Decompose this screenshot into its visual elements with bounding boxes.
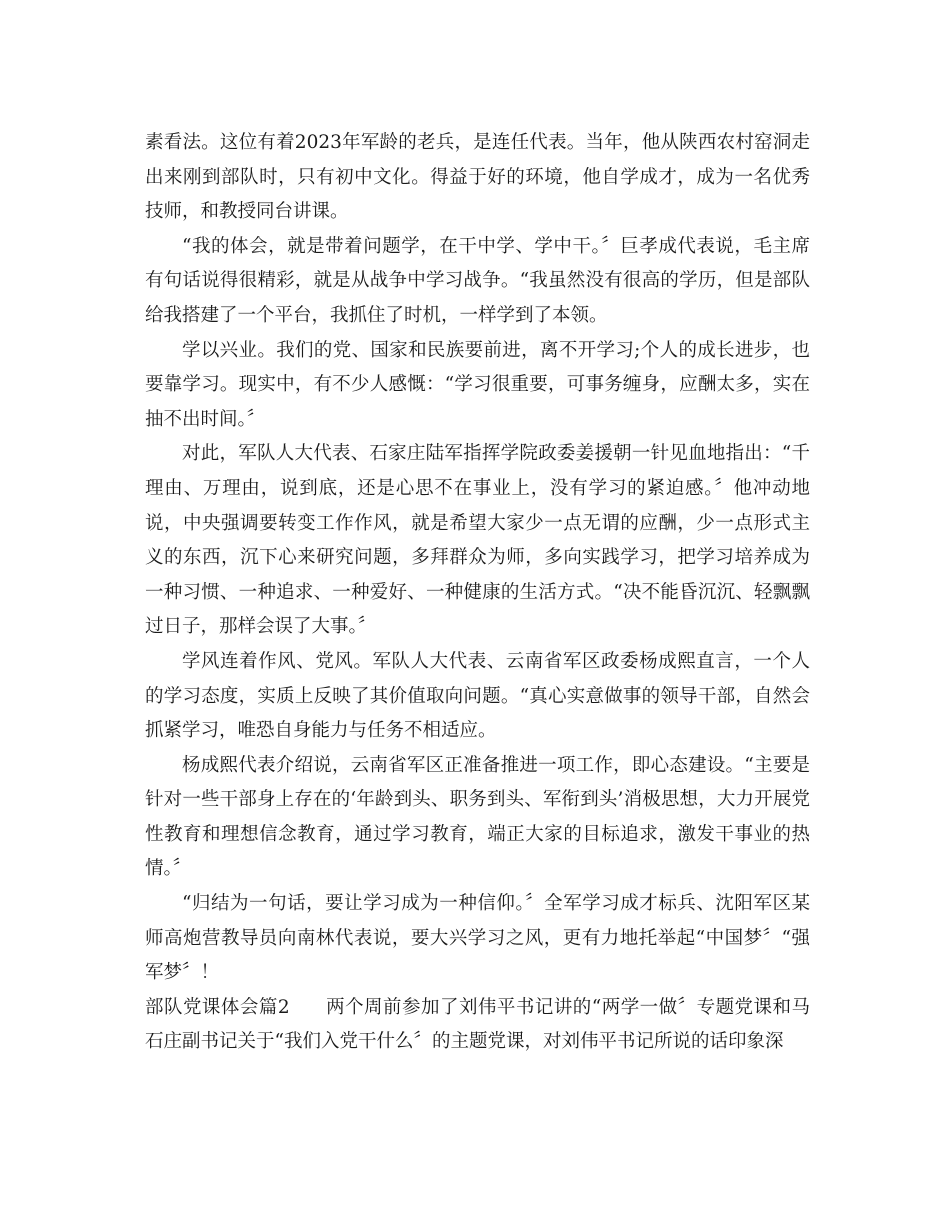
paragraph-7: “归结为一句话，要让学习成为一种信仰。〞全军学习成才标兵、沈阳军区某师高炮营教导员向南林代表说，要大兴学习之风，更有力地托举起“中国梦〞“强军梦〞！ bbox=[145, 893, 810, 984]
document-body bbox=[145, 126, 810, 1060]
paragraph-3: 学以兴业。我们的党、国家和民族要前进，离不开学习;个人的成长进步，也要靠学习。现实中，有不少人感慨：“学习很重要，可事务缠身，应酬太多，实在抽不出时间。〞 bbox=[145, 339, 810, 430]
paragraph-4: 对此，军队人大代表、石家庄陆军指挥学院政委姜援朝一针见血地指出：“千理由、万理由，说到底，还是心思不在事业上，没有学习的紧迫感。〞他冲动地说，中央强调要转变工作作风，就是希望大家少一点无谓的应酬，少一点形式主义的东西，沉下心来研究问题，多拜群众为师，多向实践学习，把学习培养成为一种习惯、一种追求、一种爱好、一种健康的生活方式。“决不能昏沉沉、轻飘飘过日子，那样会误了大事。〞 bbox=[145, 443, 810, 638]
section-paragraph bbox=[145, 991, 810, 1060]
paragraph-5: 学风连着作风、党风。军队人大代表、云南省军区政委杨成熙直言，一个人的学习态度，实质上反映了其价值取向问题。“真心实意做事的领导干部，自然会抓紧学习，唯恐自身能力与任务不相适应。 bbox=[145, 650, 810, 742]
paragraph-2: “我的体会，就是带着问题学，在干中学、学中干。〞巨孝成代表说，毛主席有句话说得很精彩，就是从战争中学习战争。“我虽然没有很高的学历，但是部队给我搭建了一个平台，我抓住了时机，一样学到了本领。 bbox=[145, 235, 810, 326]
section-heading: 部队党课体会篇2 bbox=[145, 996, 290, 1018]
paragraph-6: 杨成熙代表介绍说，云南省军区正准备推进一项工作，即心态建设。“主要是针对一些干部身上存在的‘年龄到头、职务到头、军衔到头’消极思想，大力开展党性教育和理想信念教育，通过学习教育，端正大家的目标追求，激发干事业的热情。〞 bbox=[145, 754, 810, 880]
section-text: 两个周前参加了刘伟平书记讲的“两学一做〞专题党课和马石庄副书记关于“我们入党干什么〞的主题党课，对刘伟平书记所说的话印象深 bbox=[145, 996, 810, 1053]
paragraph-1: 素看法。这位有着2023年军龄的老兵，是连任代表。当年，他从陕西农村窑洞走出来刚到部队时，只有初中文化。得益于好的环境，他自学成才，成为一名优秀技师，和教授同台讲课。 bbox=[145, 132, 810, 223]
